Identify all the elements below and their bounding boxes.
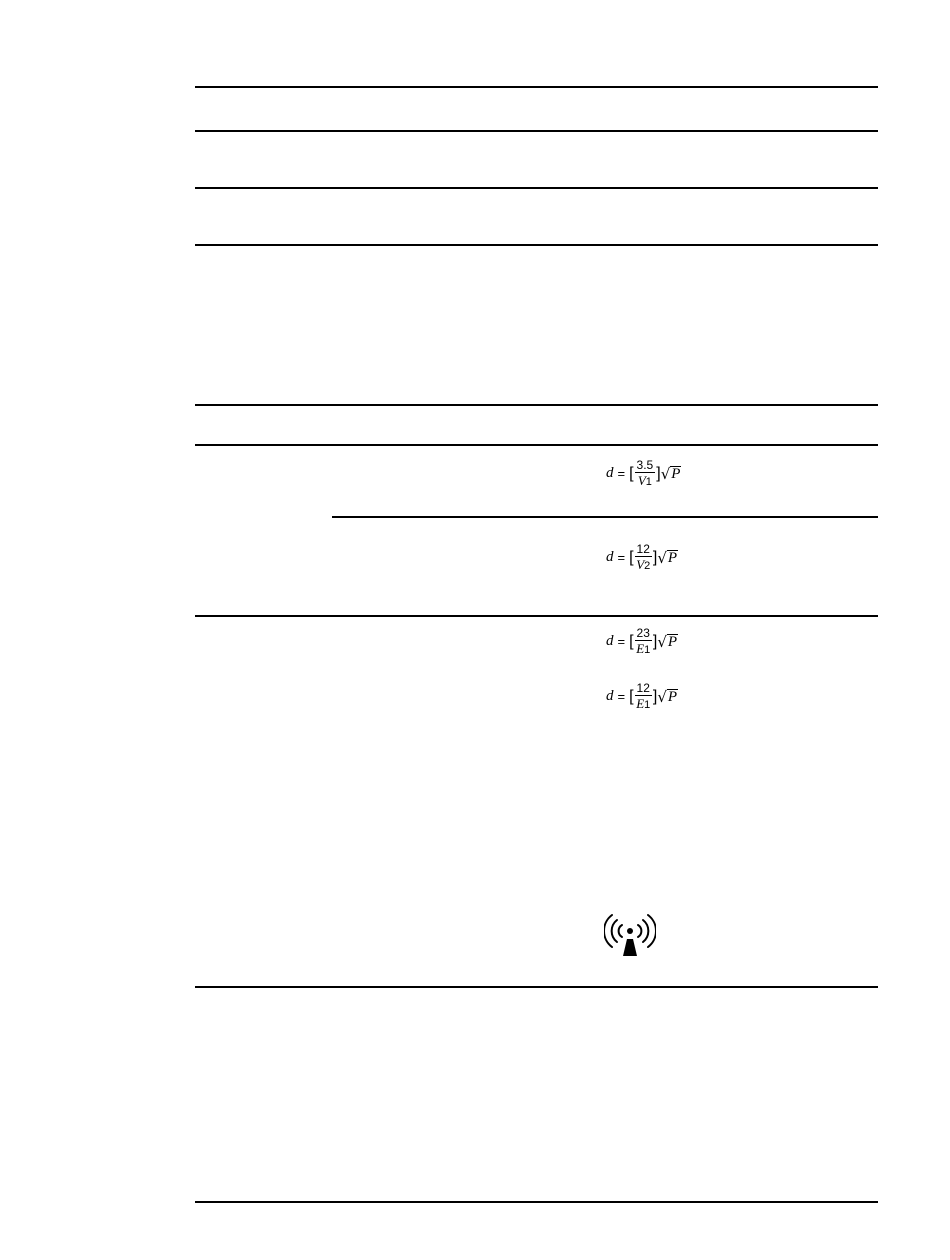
formula-radicand: P — [667, 549, 678, 566]
formula-open-bracket: [ — [629, 548, 634, 566]
formula-den-sub: 1 — [645, 476, 652, 488]
formula-open-bracket: [ — [629, 687, 634, 705]
formula-radicand: P — [667, 688, 678, 705]
formula-numerator: 23 — [636, 626, 650, 640]
table2-rule-header — [195, 444, 878, 446]
table-rule-2 — [195, 130, 878, 132]
formula-v2 — [606, 543, 678, 572]
formula-numerator: 12 — [636, 542, 650, 556]
formula-den-var: V — [637, 473, 646, 488]
formula-fraction — [635, 543, 652, 572]
formula-equals: = — [617, 550, 626, 565]
formula-close-bracket: ] — [652, 548, 658, 566]
formula-lhs: d — [606, 549, 614, 565]
table2-rule-mid — [195, 615, 878, 617]
formula-radical: √ — [657, 632, 667, 651]
table-rule-top — [195, 86, 878, 88]
formula-fraction — [635, 627, 652, 656]
formula-equals: = — [617, 466, 626, 481]
formula-radical: √ — [657, 548, 667, 567]
formula-lhs: d — [606, 633, 614, 649]
formula-close-bracket: ] — [652, 632, 658, 650]
formula-den-sub: 1 — [644, 644, 651, 656]
formula-den-sub: 1 — [644, 699, 651, 711]
formula-denominator — [636, 557, 650, 572]
formula-numerator: 3.5 — [636, 458, 654, 472]
formula-e1-23 — [606, 627, 678, 656]
formula-close-bracket: ] — [652, 687, 658, 705]
formula-close-bracket: ] — [656, 464, 661, 482]
table2-rule-top — [195, 404, 878, 406]
formula-fraction — [635, 682, 652, 711]
formula-sqrt — [657, 634, 678, 650]
table2-rule-sub — [332, 516, 878, 518]
formula-v1 — [606, 459, 681, 488]
table2-rule-lower — [195, 986, 878, 988]
formula-lhs: d — [606, 688, 614, 704]
formula-numerator: 12 — [636, 681, 650, 695]
table-rule-3 — [195, 187, 878, 189]
table2-rule-bottom — [195, 1201, 878, 1203]
formula-open-bracket: [ — [629, 464, 634, 482]
formula-denominator — [636, 641, 650, 656]
formula-sqrt — [657, 689, 678, 705]
formula-radicand: P — [667, 633, 678, 650]
table-rule-4 — [195, 244, 878, 246]
formula-den-var: E — [636, 641, 645, 656]
formula-den-sub: 2 — [644, 560, 651, 572]
non-ionizing-radiation-icon — [604, 910, 656, 958]
formula-den-var: E — [636, 696, 645, 711]
formula-radical: √ — [660, 464, 671, 483]
formula-sqrt — [661, 466, 682, 482]
formula-radicand: P — [671, 465, 681, 482]
formula-denominator — [636, 696, 650, 711]
formula-den-var: V — [636, 557, 645, 572]
formula-fraction — [635, 459, 656, 488]
formula-equals: = — [617, 689, 626, 704]
formula-lhs: d — [606, 465, 614, 481]
formula-e1-12 — [606, 682, 678, 711]
formula-denominator — [638, 473, 652, 488]
formula-radical: √ — [657, 687, 667, 706]
formula-equals: = — [617, 634, 626, 649]
formula-open-bracket: [ — [629, 632, 634, 650]
formula-sqrt — [657, 550, 678, 566]
